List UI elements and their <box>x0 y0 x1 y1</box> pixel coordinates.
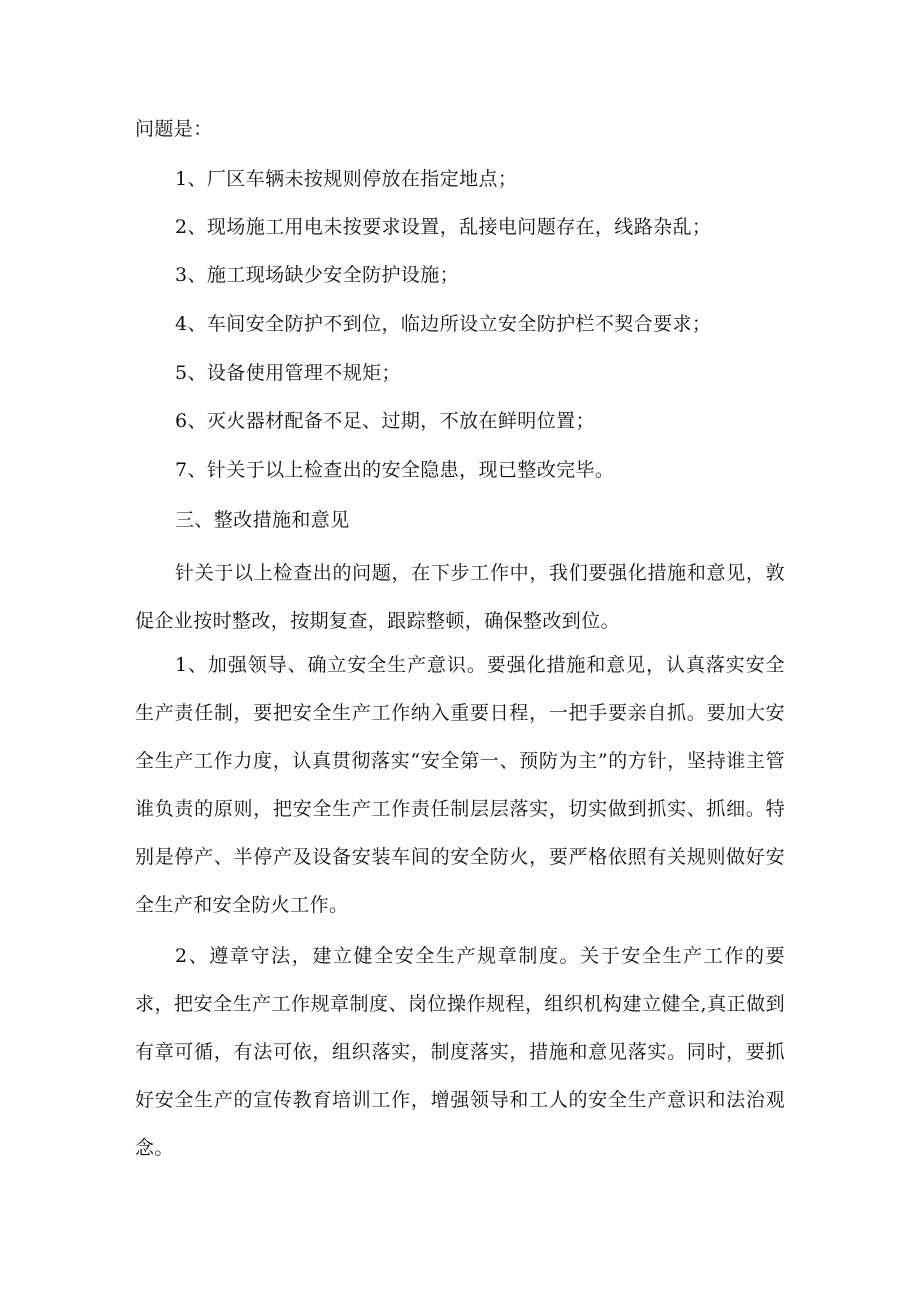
paragraph: 针关于以上检查出的问题，在下步工作中，我们要强化措施和意见，敦促企业按时整改，按期复查，跟踪整顿，确保整改到位。 <box>135 562 785 632</box>
problem-item: 7、针关于以上检查出的安全隐患，现已整改完毕。 <box>175 459 615 481</box>
problem-item: 6、灭火器材配备不足、过期，不放在鲜明位置； <box>175 410 595 432</box>
problem-item: 5、设备使用管理不规矩； <box>175 362 401 384</box>
paragraph: 1、加强领导、确立安全生产意识。要强化措施和意见，认真落实安全生产责任制，要把安全生产工作纳入重要日程，一把手要亲自抓。要加大安全生产工作力度，认真贯彻落实“安全第一、预防为主”的方针，坚持谁主管谁负责的原则，把安全生产工作责任制层层落实，切实做到抓实、抓细。特别是停产、半停产及设备安装车间的安全防火，要严格依照有关规则做好安全生产和安全防火工作。 <box>135 654 785 916</box>
paragraph: 2、遵章守法，建立健全安全生产规章制度。关于安全生产工作的要求，把安全生产工作规章制度、岗位操作规程，组织机构建立健全,真正做到有章可循，有法可依，组织落实，制度落实，措施和意见落实。同时，要抓好安全生产的宣传教育培训工作，增强领导和工人的安全生产意识和法治观念。 <box>135 945 785 1159</box>
problem-item: 4、车间安全防护不到位，临边所设立安全防护栏不契合要求； <box>175 313 712 335</box>
section-heading: 三、整改措施和意见 <box>175 509 350 531</box>
intro-line: 问题是： <box>135 118 213 140</box>
problem-item: 3、施工现场缺少安全防护设施； <box>175 264 460 286</box>
problem-item: 1、厂区车辆未按规则停放在指定地点； <box>175 168 518 190</box>
problem-item: 2、现场施工用电未按要求设置，乱接电问题存在，线路杂乱； <box>175 216 712 238</box>
